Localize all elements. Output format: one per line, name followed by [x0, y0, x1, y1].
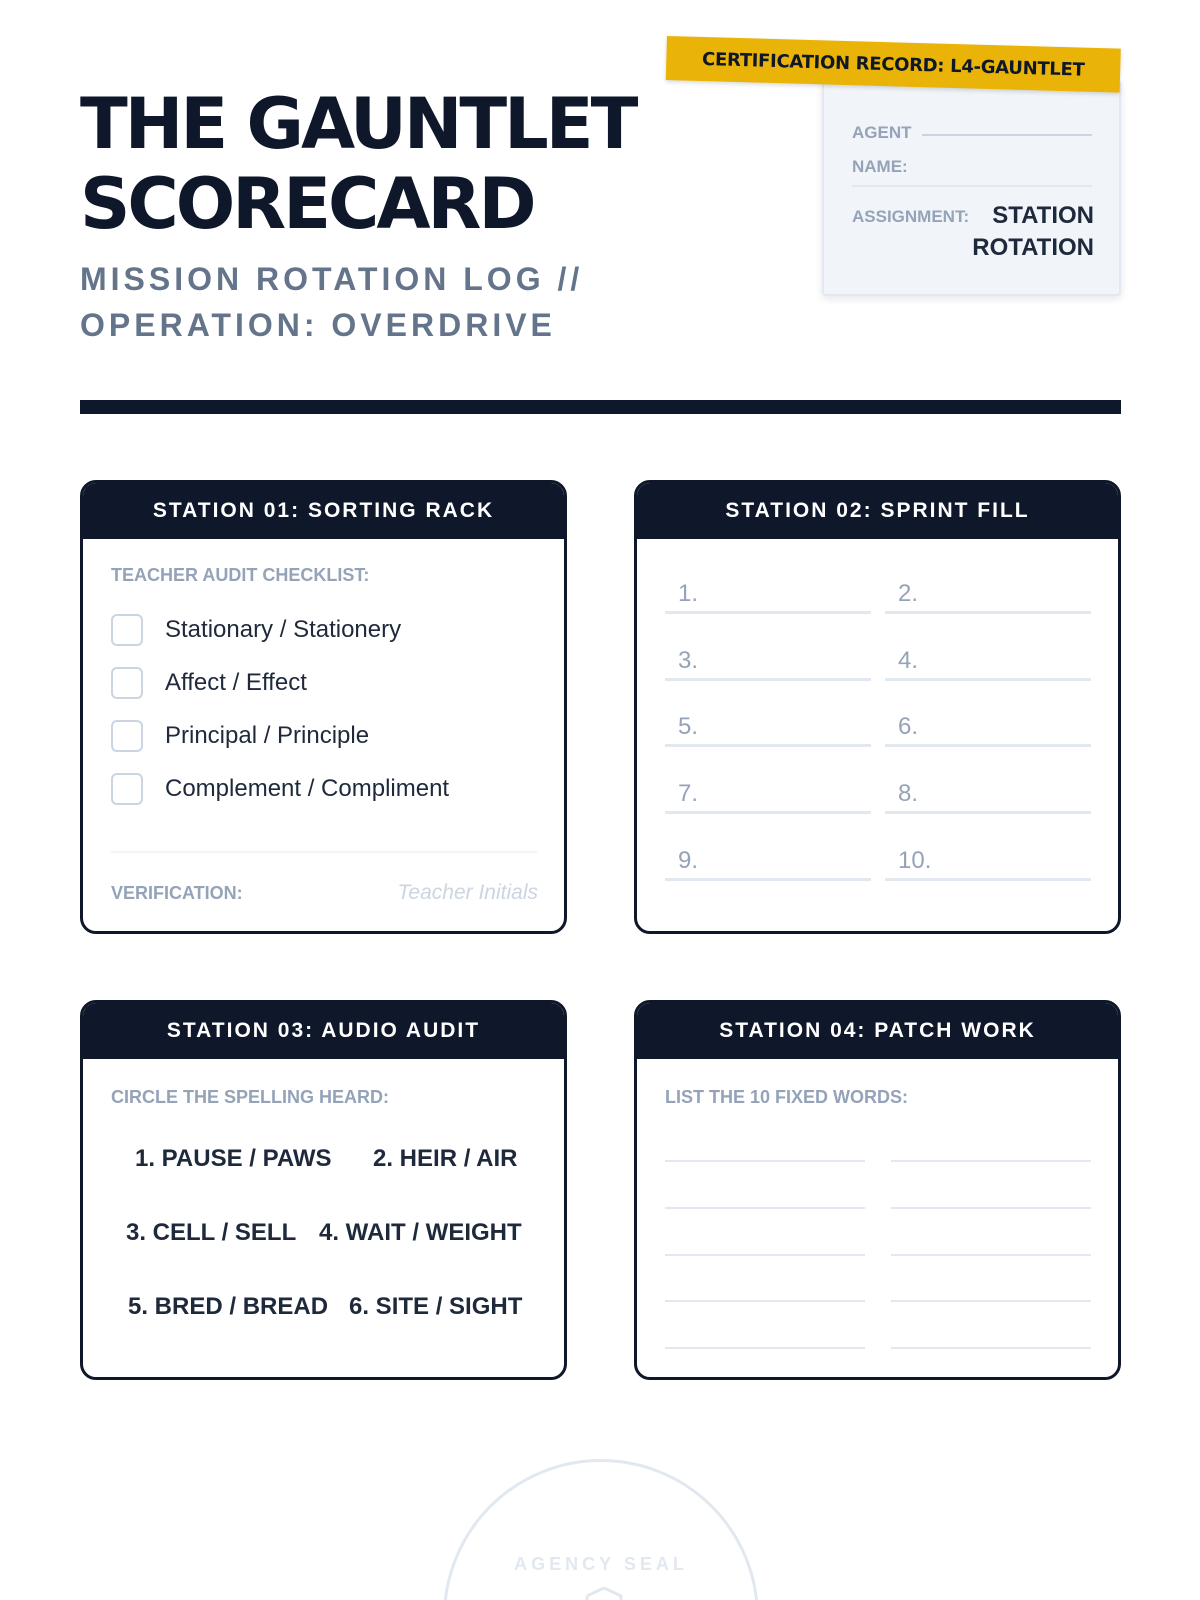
verification-divider	[111, 851, 537, 853]
sprint-blank[interactable]	[665, 839, 871, 881]
blank-number: 10.	[898, 847, 932, 874]
agent-label-line-2: NAME:	[852, 157, 908, 176]
sprint-blank[interactable]	[885, 839, 1091, 881]
station-03-card	[80, 1000, 567, 1380]
checkbox[interactable]	[111, 667, 143, 699]
blank-number: 7.	[678, 780, 699, 807]
station-01-title: STATION 01: SORTING RACK	[83, 483, 564, 539]
station-04-title: STATION 04: PATCH WORK	[637, 1003, 1118, 1059]
fixed-word-line[interactable]	[665, 1254, 865, 1256]
spelling-pair[interactable]: 2. HEIR / AIR	[373, 1145, 518, 1172]
blank-number: 5.	[678, 713, 699, 740]
agent-name-field[interactable]	[922, 134, 1092, 136]
sprint-blank[interactable]	[665, 772, 871, 814]
assignment-value-line-2: ROTATION	[972, 234, 1094, 261]
certification-tab: CERTIFICATION RECORD: L4-GAUNTLET	[666, 36, 1121, 93]
blank-number: 3.	[678, 647, 699, 674]
agent-label-line-1: AGENT	[852, 123, 912, 142]
fixed-word-line[interactable]	[891, 1300, 1091, 1302]
checklist-item-label: Principal / Principle	[165, 722, 370, 749]
sprint-blank[interactable]	[665, 639, 871, 681]
agency-seal	[443, 1459, 759, 1600]
agent-name-label	[852, 116, 912, 184]
checkbox[interactable]	[111, 720, 143, 752]
checkbox[interactable]	[111, 773, 143, 805]
blank-number: 1.	[678, 580, 699, 607]
subtitle-line-2: OPERATION: OVERDRIVE	[80, 307, 556, 343]
blank-number: 2.	[898, 580, 919, 607]
station-02-title: STATION 02: SPRINT FILL	[637, 483, 1118, 539]
fixed-word-line[interactable]	[665, 1160, 865, 1162]
header-divider	[80, 400, 1121, 414]
spelling-pair[interactable]: 4. WAIT / WEIGHT	[319, 1219, 522, 1246]
fixed-word-line[interactable]	[665, 1207, 865, 1209]
assignment-label: ASSIGNMENT:	[852, 207, 970, 226]
page-title	[80, 84, 635, 244]
station-03-title: STATION 03: AUDIO AUDIT	[83, 1003, 564, 1059]
assignment-value	[970, 200, 1094, 264]
sprint-blank[interactable]	[885, 572, 1091, 614]
station-01-card	[80, 480, 567, 934]
shield-icon	[583, 1586, 625, 1600]
patch-instruction: LIST THE 10 FIXED WORDS:	[665, 1087, 909, 1107]
checklist-item[interactable]	[111, 667, 307, 699]
sprint-blank[interactable]	[885, 705, 1091, 747]
seal-label: AGENCY SEAL	[514, 1554, 688, 1574]
agent-info-box	[822, 80, 1121, 296]
sprint-blank[interactable]	[885, 639, 1091, 681]
blank-number: 8.	[898, 780, 919, 807]
subtitle-line-1: MISSION ROTATION LOG //	[80, 261, 584, 297]
agent-name-underline	[852, 185, 1092, 187]
fixed-word-line[interactable]	[665, 1300, 865, 1302]
sprint-blank[interactable]	[665, 572, 871, 614]
checkbox[interactable]	[111, 614, 143, 646]
title-line-2: SCORECARD	[80, 163, 534, 245]
spelling-pair[interactable]: 3. CELL / SELL	[126, 1219, 297, 1246]
checklist-item-label: Stationary / Stationery	[165, 616, 402, 643]
checklist-item[interactable]	[111, 773, 449, 805]
blank-number: 9.	[678, 847, 699, 874]
checklist-item-label: Complement / Compliment	[165, 775, 450, 802]
spelling-pair[interactable]: 5. BRED / BREAD	[128, 1293, 329, 1320]
checklist-item-label: Affect / Effect	[165, 669, 307, 696]
checklist-item[interactable]	[111, 614, 401, 646]
fixed-word-line[interactable]	[891, 1347, 1091, 1349]
page-subtitle	[80, 256, 583, 348]
checklist-item[interactable]	[111, 720, 369, 752]
station-02-card	[634, 480, 1121, 934]
verification-label: VERIFICATION:	[111, 883, 243, 903]
blank-number: 6.	[898, 713, 919, 740]
fixed-word-line[interactable]	[891, 1254, 1091, 1256]
sprint-blank[interactable]	[665, 705, 871, 747]
fixed-word-line[interactable]	[665, 1347, 865, 1349]
audio-instruction: CIRCLE THE SPELLING HEARD:	[111, 1087, 390, 1107]
assignment-value-line-1: STATION	[992, 202, 1094, 229]
teacher-initials-field[interactable]: Teacher Initials	[397, 881, 538, 904]
fixed-word-line[interactable]	[891, 1207, 1091, 1209]
title-line-1: THE GAUNTLET	[80, 83, 636, 165]
station-04-card	[634, 1000, 1121, 1380]
sprint-blank[interactable]	[885, 772, 1091, 814]
spelling-pair[interactable]: 1. PAUSE / PAWS	[135, 1145, 332, 1172]
spelling-pair[interactable]: 6. SITE / SIGHT	[349, 1293, 523, 1320]
checklist-label: TEACHER AUDIT CHECKLIST:	[111, 565, 370, 585]
fixed-word-line[interactable]	[891, 1160, 1091, 1162]
blank-number: 4.	[898, 647, 919, 674]
